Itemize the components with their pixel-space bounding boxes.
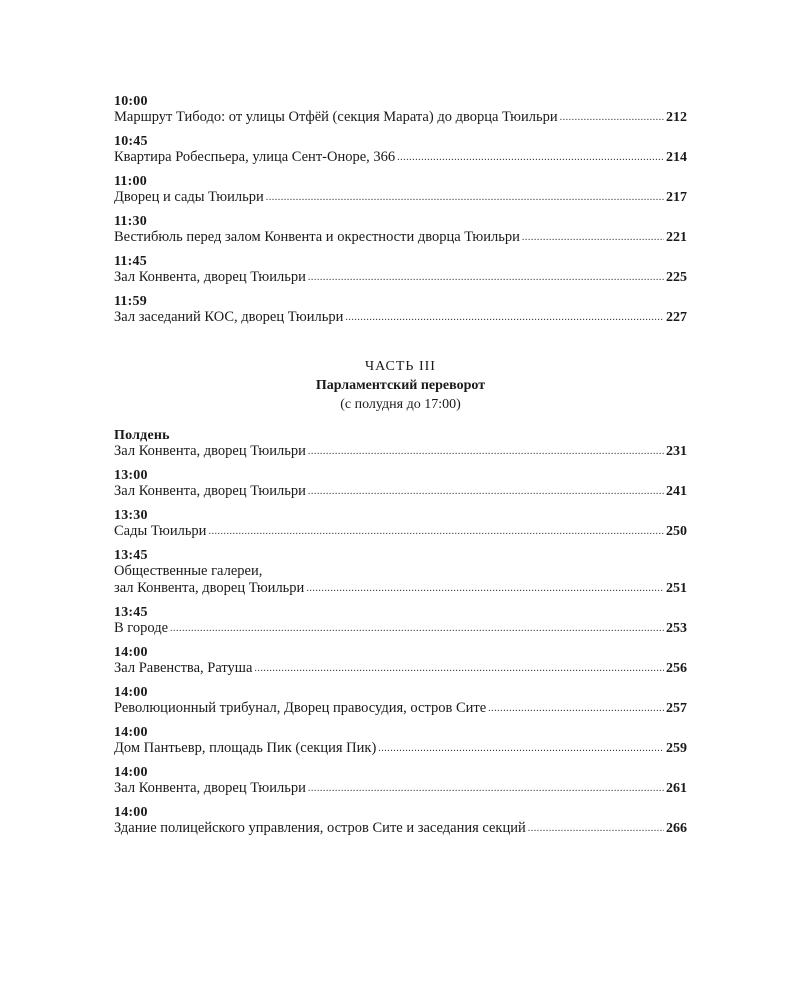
toc-entry-page-number: 221 <box>666 230 687 245</box>
toc-entry-line <box>114 580 687 598</box>
toc-entry-line <box>114 189 687 207</box>
toc-entry-line <box>114 820 687 838</box>
toc-entry-line <box>114 229 687 247</box>
toc-entry-page-number: 259 <box>666 741 687 756</box>
toc-section-part2 <box>114 94 687 327</box>
toc-entry-line <box>114 780 687 798</box>
toc-entry[interactable] <box>114 508 687 541</box>
dot-leader <box>208 522 664 540</box>
toc-entry-title: Зал Конвента, дворец Тюильри <box>114 443 306 459</box>
toc-entry-line <box>114 740 687 758</box>
toc-entry-time: 14:00 <box>114 805 148 820</box>
toc-section-part3 <box>114 428 687 838</box>
toc-entry-page-number: 231 <box>666 444 687 459</box>
toc-entry-title: Зал Конвента, дворец Тюильри <box>114 780 306 796</box>
toc-entry-time: 11:30 <box>114 214 147 229</box>
toc-entry[interactable] <box>114 134 687 167</box>
toc-entry-page-number: 253 <box>666 621 687 636</box>
toc-entry[interactable] <box>114 765 687 798</box>
toc-entry-time: 13:45 <box>114 605 148 620</box>
dot-leader <box>560 108 664 126</box>
part-heading <box>114 357 687 414</box>
toc-entry[interactable] <box>114 685 687 718</box>
dot-leader <box>488 699 664 717</box>
toc-entry-time: 10:00 <box>114 94 148 109</box>
dot-leader <box>170 619 664 637</box>
toc-entry-line <box>114 483 687 501</box>
dot-leader <box>345 308 664 326</box>
toc-entry-line <box>114 700 687 718</box>
toc-entry-title: Маршрут Тибодо: от улицы Отфёй (секция Марата) до дворца Тюильри <box>114 109 558 125</box>
toc-entry-line <box>114 269 687 287</box>
toc-entry-title: Здание полицейского управления, остров Сите и заседания секций <box>114 820 526 836</box>
toc-entry-time: 11:59 <box>114 294 147 309</box>
toc-entry-page-number: 217 <box>666 190 687 205</box>
toc-entry-time: 13:30 <box>114 508 148 523</box>
toc-entry[interactable] <box>114 548 687 598</box>
toc-entry-time: 11:45 <box>114 254 147 269</box>
dot-leader <box>308 779 664 797</box>
toc-entry-title: Зал заседаний КОС, дворец Тюильри <box>114 309 344 325</box>
toc-entry-title: Дом Пантьевр, площадь Пик (секция Пик) <box>114 740 377 756</box>
toc-entry-title-prefix: Общественные галереи, <box>114 563 263 579</box>
dot-leader <box>397 148 664 166</box>
toc-entry-page-number: 266 <box>666 821 687 836</box>
toc-entry-time: 14:00 <box>114 645 148 660</box>
toc-entry-title: Вестибюль перед залом Конвента и окрестности дворца Тюильри <box>114 229 520 245</box>
toc-entry-line <box>114 109 687 127</box>
toc-entry-page-number: 241 <box>666 484 687 499</box>
toc-entry-page-number: 261 <box>666 781 687 796</box>
toc-entry-title: Сады Тюильри <box>114 523 207 539</box>
toc-entry-time: 10:45 <box>114 134 148 149</box>
part-title: Парламентский переворот <box>315 378 486 393</box>
toc-entry-time: 14:00 <box>114 725 148 740</box>
toc-entry[interactable] <box>114 605 687 638</box>
toc-entry[interactable] <box>114 645 687 678</box>
toc-entry[interactable] <box>114 174 687 207</box>
dot-leader <box>378 739 664 757</box>
toc-entry-time: 13:00 <box>114 468 148 483</box>
toc-entry-page-number: 250 <box>666 524 687 539</box>
toc-entry-title: В городе <box>114 620 169 636</box>
toc-entry[interactable] <box>114 805 687 838</box>
toc-entry[interactable] <box>114 294 687 327</box>
toc-entry-time: 14:00 <box>114 685 148 700</box>
toc-entry[interactable] <box>114 214 687 247</box>
toc-entry-title: Революционный трибунал, Дворец правосудия, остров Сите <box>114 700 487 716</box>
toc-entry[interactable] <box>114 94 687 127</box>
toc-entry[interactable] <box>114 428 687 461</box>
dot-leader <box>306 579 664 597</box>
toc-entry-time: 11:00 <box>114 174 147 189</box>
table-of-contents <box>114 94 687 845</box>
toc-entry-time: Полдень <box>114 428 170 443</box>
toc-entry[interactable] <box>114 254 687 287</box>
dot-leader <box>308 268 664 286</box>
toc-entry[interactable] <box>114 468 687 501</box>
toc-entry[interactable] <box>114 725 687 758</box>
dot-leader <box>308 442 664 460</box>
toc-entry-time: 14:00 <box>114 765 148 780</box>
part-time-range: (с полудня до 17:00) <box>340 397 461 412</box>
toc-entry-title: зал Конвента, дворец Тюильри <box>114 580 305 596</box>
toc-entry-page-number: 257 <box>666 701 687 716</box>
toc-entry-page-number: 256 <box>666 661 687 676</box>
dot-leader <box>522 228 664 246</box>
toc-entry-page-number: 227 <box>666 310 687 325</box>
toc-entry-line <box>114 523 687 541</box>
toc-entry-line <box>114 149 687 167</box>
toc-entry-page-number: 214 <box>666 150 687 165</box>
toc-entry-line <box>114 309 687 327</box>
toc-entry-page-number: 225 <box>666 270 687 285</box>
dot-leader <box>254 659 664 677</box>
toc-entry-title: Дворец и сады Тюильри <box>114 189 264 205</box>
toc-entry-title: Зал Конвента, дворец Тюильри <box>114 269 306 285</box>
toc-entry-time: 13:45 <box>114 548 148 563</box>
dot-leader <box>308 482 664 500</box>
dot-leader <box>528 819 664 837</box>
part-label: ЧАСТЬ III <box>365 359 436 374</box>
toc-entry-page-number: 212 <box>666 110 687 125</box>
toc-entry-line <box>114 660 687 678</box>
toc-entry-title: Зал Равенства, Ратуша <box>114 660 253 676</box>
toc-entry-title: Зал Конвента, дворец Тюильри <box>114 483 306 499</box>
toc-entry-page-number: 251 <box>666 581 687 596</box>
toc-entry-title: Квартира Робеспьера, улица Сент-Оноре, 366 <box>114 149 396 165</box>
dot-leader <box>266 188 664 206</box>
toc-entry-line <box>114 620 687 638</box>
toc-entry-line <box>114 443 687 461</box>
